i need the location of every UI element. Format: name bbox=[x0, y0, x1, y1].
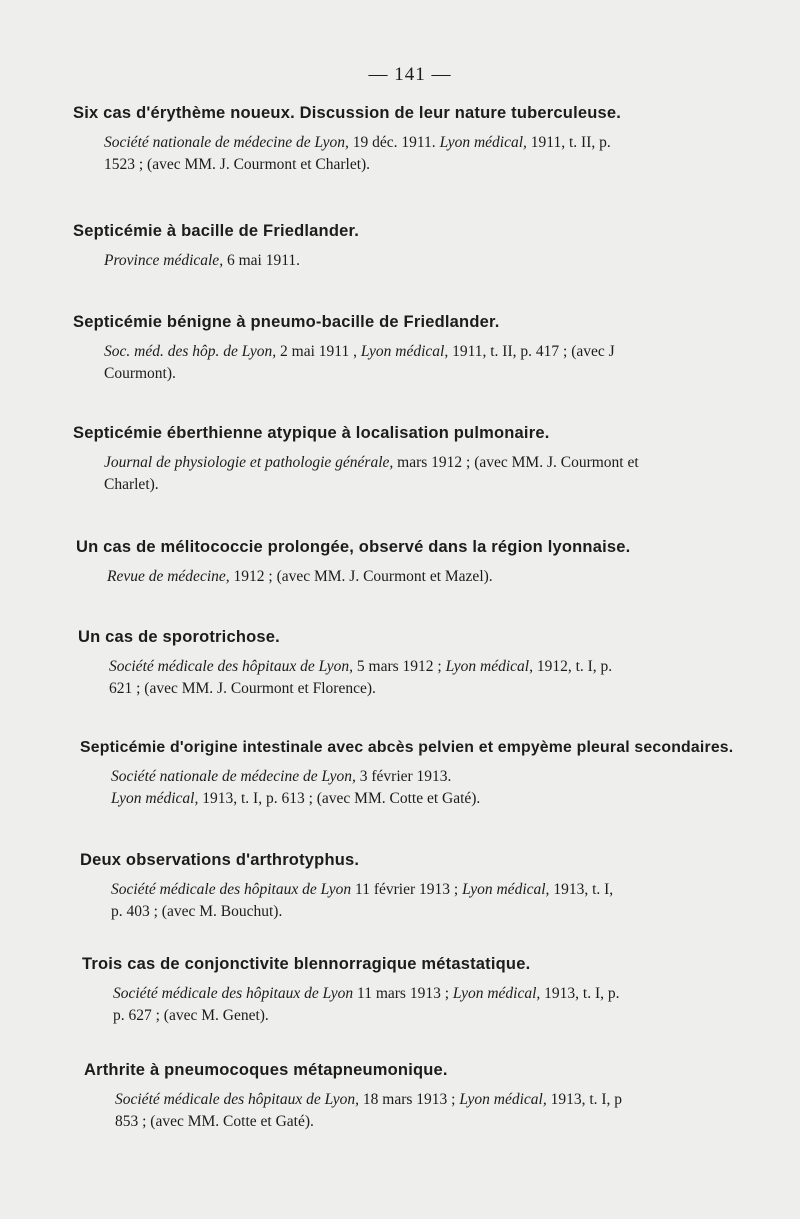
entry-title: Deux observations d'arthrotyphus. bbox=[80, 851, 360, 869]
publication-name: Lyon médical, bbox=[445, 658, 533, 675]
entry-reference bbox=[104, 132, 754, 176]
reference-continuation: Charlet). bbox=[104, 476, 159, 493]
publication-name: Journal de physiologie et pathologie générale, bbox=[104, 454, 394, 471]
entry-reference bbox=[115, 1089, 765, 1133]
reference-details: 11 février 1913 ; bbox=[351, 881, 463, 898]
bibliography-entry bbox=[80, 739, 761, 810]
reference-details: 1911, t. II, p. 417 ; (avec J bbox=[448, 343, 615, 360]
bibliography-entry bbox=[73, 222, 754, 272]
entry-title: Septicémie à bacille de Friedlander. bbox=[73, 222, 359, 240]
publication-name: Lyon médical, bbox=[439, 134, 527, 151]
bibliography-entry bbox=[73, 313, 754, 385]
bibliography-entry bbox=[82, 955, 763, 1027]
reference-details: 1912 ; (avec MM. J. Courmont et Mazel). bbox=[229, 568, 493, 585]
bibliography-entry bbox=[80, 851, 761, 923]
publication-name: Lyon médical, bbox=[462, 881, 550, 898]
reference-details: 2 mai 1911 , bbox=[276, 343, 361, 360]
publication-name: Revue de médecine, bbox=[107, 568, 230, 585]
entry-title: Arthrite à pneumocoques métapneumonique. bbox=[84, 1061, 448, 1079]
reference-continuation: p. 627 ; (avec M. Genet). bbox=[113, 1007, 269, 1024]
reference-details: 1912, t. I, p. bbox=[532, 658, 613, 675]
publication-name: Province médicale, bbox=[104, 252, 224, 269]
entry-reference bbox=[111, 879, 761, 923]
entry-title: Un cas de sporotrichose. bbox=[78, 628, 280, 646]
entry-reference bbox=[113, 983, 763, 1027]
reference-continuation: 1523 ; (avec MM. J. Courmont et Charlet). bbox=[104, 156, 371, 173]
bibliography-entry bbox=[84, 1061, 765, 1133]
entry-title: Trois cas de conjonctivite blennorragique métastatique. bbox=[82, 955, 531, 973]
bibliography-entry bbox=[73, 104, 754, 176]
publication-name: Société nationale de médecine de Lyon, bbox=[104, 134, 349, 151]
entry-reference bbox=[111, 766, 761, 810]
publication-name: Société médicale des hôpitaux de Lyon, bbox=[115, 1091, 360, 1108]
publication-name: Lyon médical, bbox=[360, 343, 449, 360]
publication-name: Société médicale des hôpitaux de Lyon bbox=[111, 881, 352, 898]
entry-reference bbox=[107, 566, 757, 588]
entry-reference bbox=[109, 656, 759, 700]
reference-details: 1913, t. I, bbox=[549, 881, 614, 898]
entry-title: Six cas d'érythème noueux. Discussion de leur nature tuberculeuse. bbox=[73, 104, 622, 122]
reference-continuation: Courmont). bbox=[104, 365, 176, 382]
reference-continuation: p. 403 ; (avec M. Bouchut). bbox=[111, 903, 283, 920]
entry-title: Un cas de mélitococcie prolongée, observé dans la région lyonnaise. bbox=[76, 538, 631, 556]
publication-name: Soc. méd. des hôp. de Lyon, bbox=[104, 343, 277, 360]
page-number: — 141 — bbox=[368, 64, 452, 85]
entry-title: Septicémie bénigne à pneumo-bacille de Friedlander. bbox=[73, 313, 500, 331]
entry-reference bbox=[104, 341, 754, 385]
entry-title: Septicémie éberthienne atypique à localisation pulmonaire. bbox=[73, 424, 550, 442]
publication-name: Société médicale des hôpitaux de Lyon, bbox=[109, 658, 354, 675]
publication-name: Lyon médical, bbox=[459, 1091, 547, 1108]
publication-name: Lyon médical, bbox=[111, 790, 199, 807]
bibliography-entry bbox=[76, 538, 757, 588]
entry-reference bbox=[104, 452, 754, 496]
reference-details: 6 mai 1911. bbox=[223, 252, 300, 269]
reference-details: 5 mars 1912 ; bbox=[353, 658, 446, 675]
entry-title: Septicémie d'origine intestinale avec abcès pelvien et empyème pleural secondaires. bbox=[80, 739, 734, 756]
reference-details: 19 déc. 1911. bbox=[348, 134, 440, 151]
bibliography-entry bbox=[73, 424, 754, 496]
publication-name: Société nationale de médecine de Lyon, bbox=[111, 768, 356, 785]
reference-details: 3 février 1913. bbox=[355, 768, 452, 785]
reference-continuation: 853 ; (avec MM. Cotte et Gaté). bbox=[115, 1113, 314, 1130]
reference-continuation: 621 ; (avec MM. J. Courmont et Florence). bbox=[109, 680, 376, 697]
reference-details: 1913, t. I, p. bbox=[540, 985, 620, 1002]
publication-name: Société médicale des hôpitaux de Lyon bbox=[113, 985, 354, 1002]
entry-reference bbox=[104, 250, 754, 272]
bibliography-entry bbox=[78, 628, 759, 700]
reference-details: 18 mars 1913 ; bbox=[359, 1091, 460, 1108]
reference-details: 11 mars 1913 ; bbox=[353, 985, 453, 1002]
reference-details: mars 1912 ; (avec MM. J. Courmont et bbox=[393, 454, 639, 471]
reference-continuation: 1913, t. I, p. 613 ; (avec MM. Cotte et Gaté). bbox=[198, 790, 481, 807]
reference-details: 1911, t. II, p. bbox=[526, 134, 611, 151]
reference-details: 1913, t. I, p bbox=[546, 1091, 623, 1108]
publication-name: Lyon médical, bbox=[452, 985, 541, 1002]
